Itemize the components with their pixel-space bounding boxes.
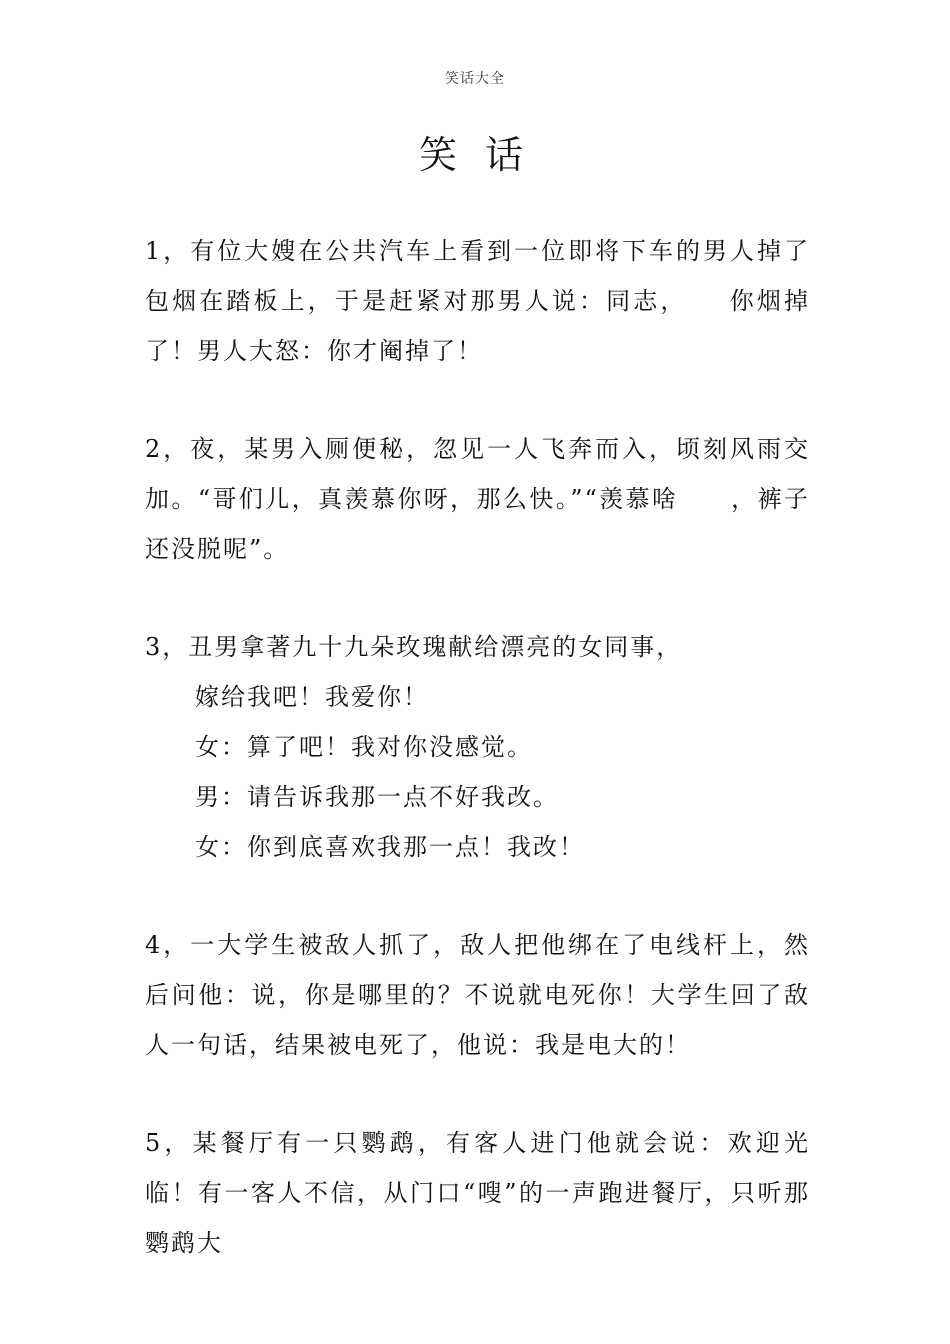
joke-paragraph: 3，丑男拿著九十九朵玫瑰献给漂亮的女同事， [145,633,683,661]
joke-paragraph: 1，有位大嫂在公共汽车上看到一位即将下车的男人掉了包烟在踏板上，于是赶紧对那男人说：同志， 你烟掉了！男人大怒：你才阉掉了！ [145,237,810,365]
dialogue-line: 男：请告诉我那一点不好我改。 [195,783,559,811]
joke-5 [145,1118,810,1268]
joke-3 [145,622,810,872]
joke-1 [145,226,810,376]
document-body [145,226,810,1316]
dialogue-line: 女：算了吧！我对你没感觉。 [195,733,533,761]
joke-2 [145,424,810,574]
running-header: 笑话大全 [445,71,505,87]
joke-paragraph: 2，夜，某男入厕便秘，忽见一人飞奔而入，顷刻风雨交加。“哥们儿，真羡慕你呀，那么快。”“羡慕啥 ，裤子还没脱呢”。 [145,435,810,563]
joke-paragraph: 5，某餐厅有一只鹦鹉，有客人进门他就会说：欢迎光临！有一客人不信，从门口“嗖”的一声跑进餐厅，只听那鹦鹉大 [145,1129,810,1257]
dialogue-line: 嫁给我吧！我爱你！ [195,683,429,711]
page-title: 笑 话 [418,133,532,177]
joke-4 [145,920,810,1070]
joke-paragraph: 4，一大学生被敌人抓了，敌人把他绑在了电线杆上，然后问他：说，你是哪里的？不说就电死你！大学生回了敌人一句话，结果被电死了，他说：我是电大的！ [145,931,810,1059]
dialogue-line: 女：你到底喜欢我那一点！我改！ [195,833,585,861]
